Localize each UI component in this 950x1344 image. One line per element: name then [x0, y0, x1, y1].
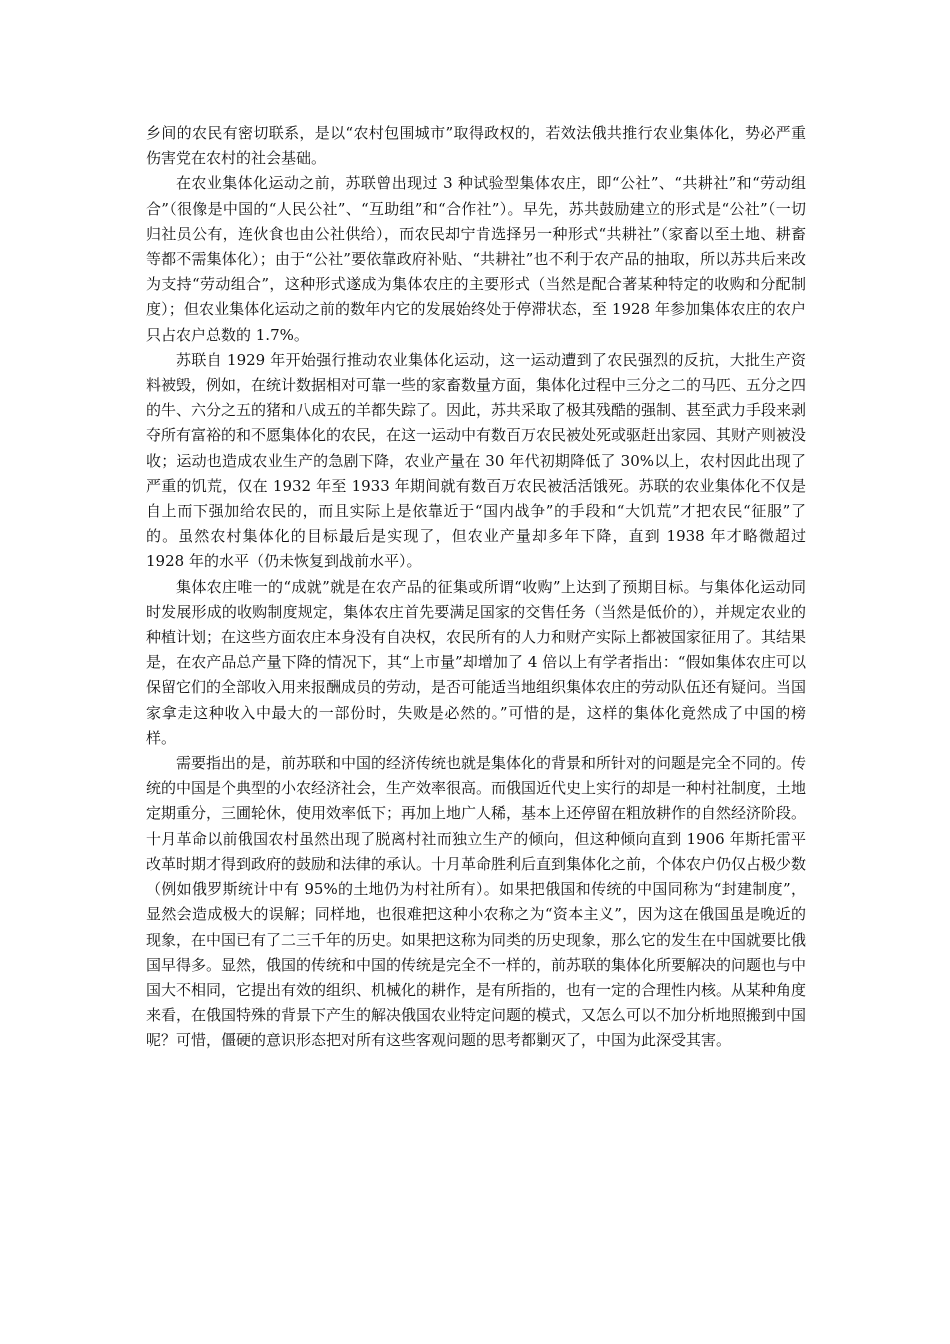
document-page: [146, 121, 806, 1054]
paragraph-economic-traditions: 需要指出的是，前苏联和中国的经济传统也就是集体化的背景和所针对的问题是完全不同的。传统的中国是个典型的小农经济社会，生产效率很高。而俄国近代史上实行的却是一种村社制度，土地定期重分，三圃轮休，使用效率低下；再加上地广人稀，基本上还停留在粗放耕作的自然经济阶段。十月革命以前俄国农村虽然出现了脱离村社而独立生产的倾向，但这种倾向直到 1906 年斯托雷平改革时期才得到政府的鼓励和法律的承认。十月革命胜利后直到集体化之前，个体农户仍仅占极少数（例如俄罗斯统计中有 95%的土地仍为村社所有）。如果把俄国和传统的中国同称为“封建制度”，显然会造成极大的误解；同样地，也很难把这种小农称之为“资本主义”，因为这在俄国虽是晚近的现象，在中国已有了二三千年的历史。如果把这称为同类的历史现象，那么它的发生在中国就要比俄国早得多。显然，俄国的传统和中国的传统是完全不一样的，前苏联的集体化所要解决的问题也与中国大不相同，它提出有效的组织、机械化的耕作，是有所指的，也有一定的合理性内核。从某种角度来看，在俄国特殊的背景下产生的解决俄国农业特定问题的模式，又怎么可以不加分析地照搬到中国呢？可惜，僵硬的意识形态把对所有这些客观问题的思考都剿灭了，中国为此深受其害。: [146, 754, 807, 1050]
paragraph-continuation: 乡间的农民有密切联系，是以“农村包围城市”取得政权的，若效法俄共推行农业集体化，势必严重伤害党在农村的社会基础。: [146, 124, 806, 168]
paragraph-collectivization-campaign: 苏联自 1929 年开始强行推动农业集体化运动，这一运动遭到了农民强烈的反抗，大批生产资料被毁，例如，在统计数据相对可靠一些的家畜数量方面，集体化过程中三分之二的马匹、五分之四的牛、六分之五的猪和八成五的羊都失踪了。因此，苏共采取了极其残酷的强制、甚至武力手段来剥夺所有富裕的和不愿集体化的农民，在这一运动中有数百万农民被处死或驱赶出家园、其财产则被没收；运动也造成农业生产的急剧下降，农业产量在 30 年代初期降低了 30%以上，农村因此出现了严重的饥荒，仅在 1932 年至 1933 年期间就有数百万农民被活活饿死。苏联的农业集体化不仅是自上而下强加给农民的，而且实际上是依靠近于“国内战争”的手段和“大饥荒”才把农民“征服”了的。虽然农村集体化的目标最后是实现了，但农业产量却多年下降，直到 1938 年才略微超过 1928 年的水平（仍未恢复到战前水平）。: [146, 350, 807, 571]
paragraph-procurement-achievement: 集体农庄唯一的“成就”就是在农产品的征集或所谓“收购”上达到了预期目标。与集体化运动同时发展形成的收购制度规定，集体农庄首先要满足国家的交售任务（当然是低价的），并规定农业的种植计划；在这些方面农庄本身没有自决权，农民所有的人力和财产实际上都被国家征用了。其结果是，在农产品总产量下降的情况下，其“上市量”却增加了 4 倍以上有学者指出：“假如集体农庄可以保留它们的全部收入用来报酬成员的劳动，是否可能适当地组织集体农庄的劳动队伍还有疑问。当国家拿走这种收入中最大的一部份时，失败是必然的。”可惜的是，这样的集体化竟然成了中国的榜样。: [146, 577, 807, 747]
paragraph-trial-collective-farms: 在农业集体化运动之前，苏联曾出现过 3 种试验型集体农庄，即“公社”、“共耕社”和“劳动组合”（很像是中国的“人民公社”、“互助组”和“合作社”）。早先，苏共鼓励建立的形式是“公社”（一切归社员公有，连伙食也由公社供给），而农民却宁肯选择另一种形式“共耕社”（家畜以至土地、耕畜等都不需集体化）；由于“公社”要依靠政府补贴、“共耕社”也不利于农产品的抽取，所以苏共后来改为支持“劳动组合”，这种形式遂成为集体农庄的主要形式（当然是配合著某种特定的收购和分配制度）；但农业集体化运动之前的数年内它的发展始终处于停滞状态，至 1928 年参加集体农庄的农户只占农户总数的 1.7%。: [146, 174, 806, 344]
